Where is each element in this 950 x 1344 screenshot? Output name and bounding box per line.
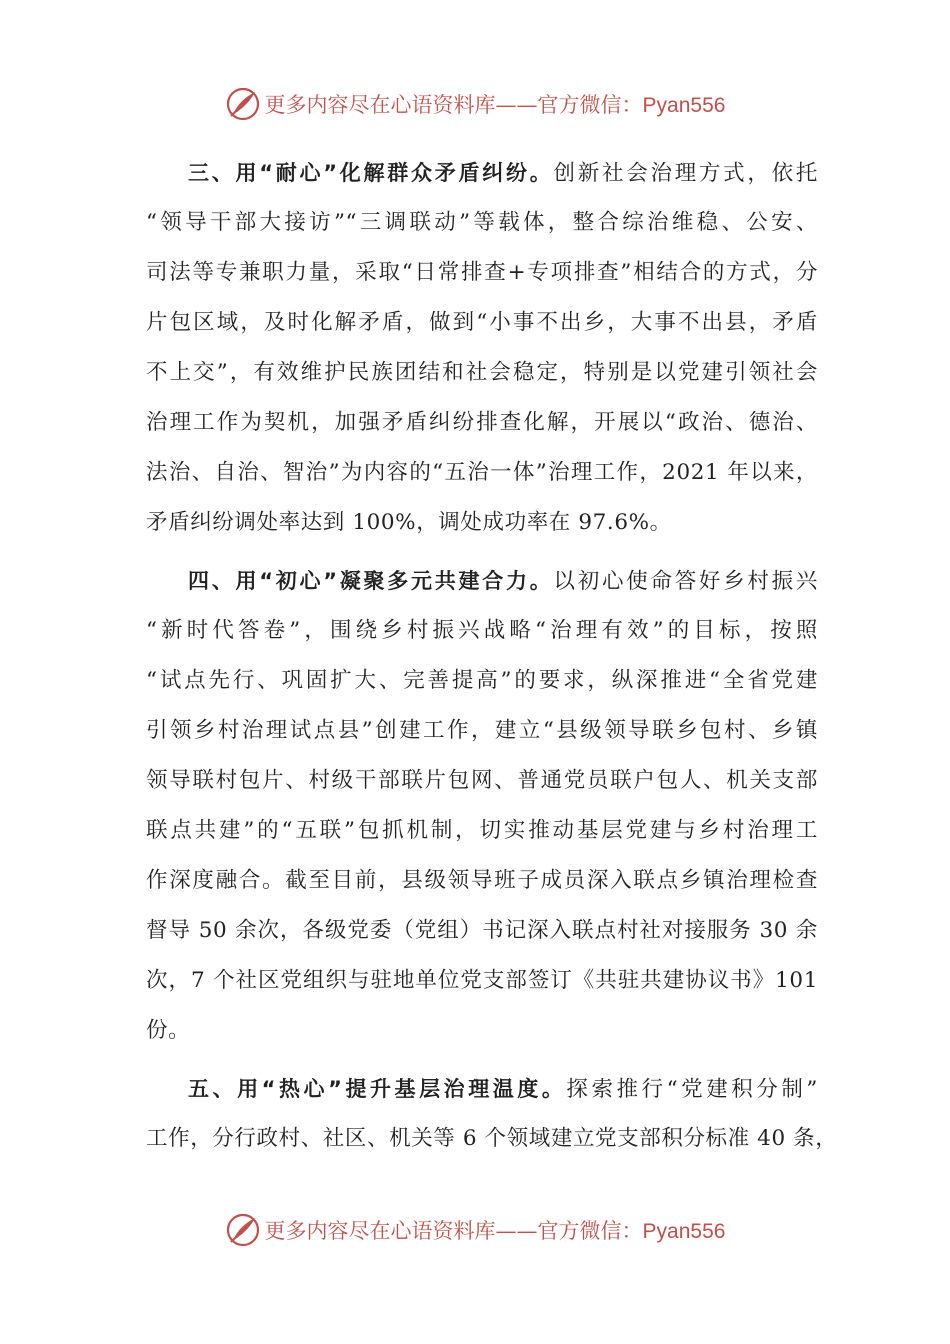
text-line: 领导联村包片、村级干部联片包网、普通党员联户包人、机关支部	[146, 768, 818, 793]
text-line: 次，7 个社区党组织与驻地单位党支部签订《共驻共建协议书》101	[146, 968, 818, 993]
banner-text: 更多内容尽在心语资料库——官方微信：Pyan556	[264, 93, 726, 117]
text-line: 片包区域，及时化解矛盾，做到“小事不出乡，大事不出县，矛盾	[146, 310, 818, 335]
footer-banner	[0, 1208, 950, 1252]
text-line: “试点先行、巩固扩大、完善提高”的要求，纵深推进“全省党建	[146, 668, 818, 693]
paragraph-5	[146, 1064, 838, 1164]
wechat-id: Pyan556	[642, 1220, 726, 1243]
text-line: 司法等专兼职力量，采取“日常排查+专项排查”相结合的方式，分	[146, 260, 818, 285]
text-line: “新时代答卷”，围绕乡村振兴战略“治理有效”的目标，按照	[146, 618, 818, 643]
text-line: 不上交”，有效维护民族团结和社会稳定，特别是以党建引领社会	[146, 360, 818, 385]
paragraph-heading: 四、用“初心”凝聚多元共建合力。	[188, 569, 554, 593]
banner-text: 更多内容尽在心语资料库——官方微信：Pyan556	[264, 1219, 726, 1243]
text-line: 作深度融合。截至目前，县级领导班子成员深入联点乡镇治理检查	[146, 868, 818, 893]
text-line: 法治、自治、智治”为内容的“五治一体”治理工作，2021 年以来，	[146, 460, 818, 485]
text-line: 矛盾纠纷调处率达到 100%，调处成功率在 97.6%。	[146, 510, 672, 535]
document-body	[146, 148, 838, 1164]
paragraph-3	[146, 148, 818, 548]
paragraph-first-line: 四、用“初心”凝聚多元共建合力。以初心使命答好乡村振兴	[188, 569, 819, 594]
text-line: 联点共建”的“五联”包抓机制，切实推动基层党建与乡村治理工	[146, 818, 818, 843]
text-line: 督导 50 余次，各级党委（党组）书记深入联点村社对接服务 30 余	[146, 918, 818, 943]
text-line: 工作，分行政村、社区、机关等 6 个领域建立党支部积分标准 40 条，	[146, 1126, 838, 1151]
text-line: 份。	[146, 1018, 191, 1043]
paragraph-first-line: 三、用“耐心”化解群众矛盾纠纷。创新社会治理方式，依托	[188, 161, 819, 186]
paragraph-heading: 五、用“热心”提升基层治理温度。	[188, 1077, 567, 1101]
wechat-id: Pyan556	[642, 94, 726, 117]
header-banner	[0, 82, 950, 126]
quill-pen-logo-icon	[225, 86, 261, 122]
paragraph-heading: 三、用“耐心”化解群众矛盾纠纷。	[188, 161, 554, 185]
text-line: “领导干部大接访”“三调联动”等载体，整合综治维稳、公安、	[146, 210, 818, 235]
text-line: 引领乡村治理试点县”创建工作，建立“县级领导联乡包村、乡镇	[146, 718, 818, 743]
paragraph-first-line: 五、用“热心”提升基层治理温度。探索推行“党建积分制”	[188, 1077, 818, 1102]
paragraph-4	[146, 556, 818, 1056]
text-line: 治理工作为契机，加强矛盾纠纷排查化解，开展以“政治、德治、	[146, 410, 818, 435]
quill-pen-logo-icon	[225, 1212, 261, 1248]
